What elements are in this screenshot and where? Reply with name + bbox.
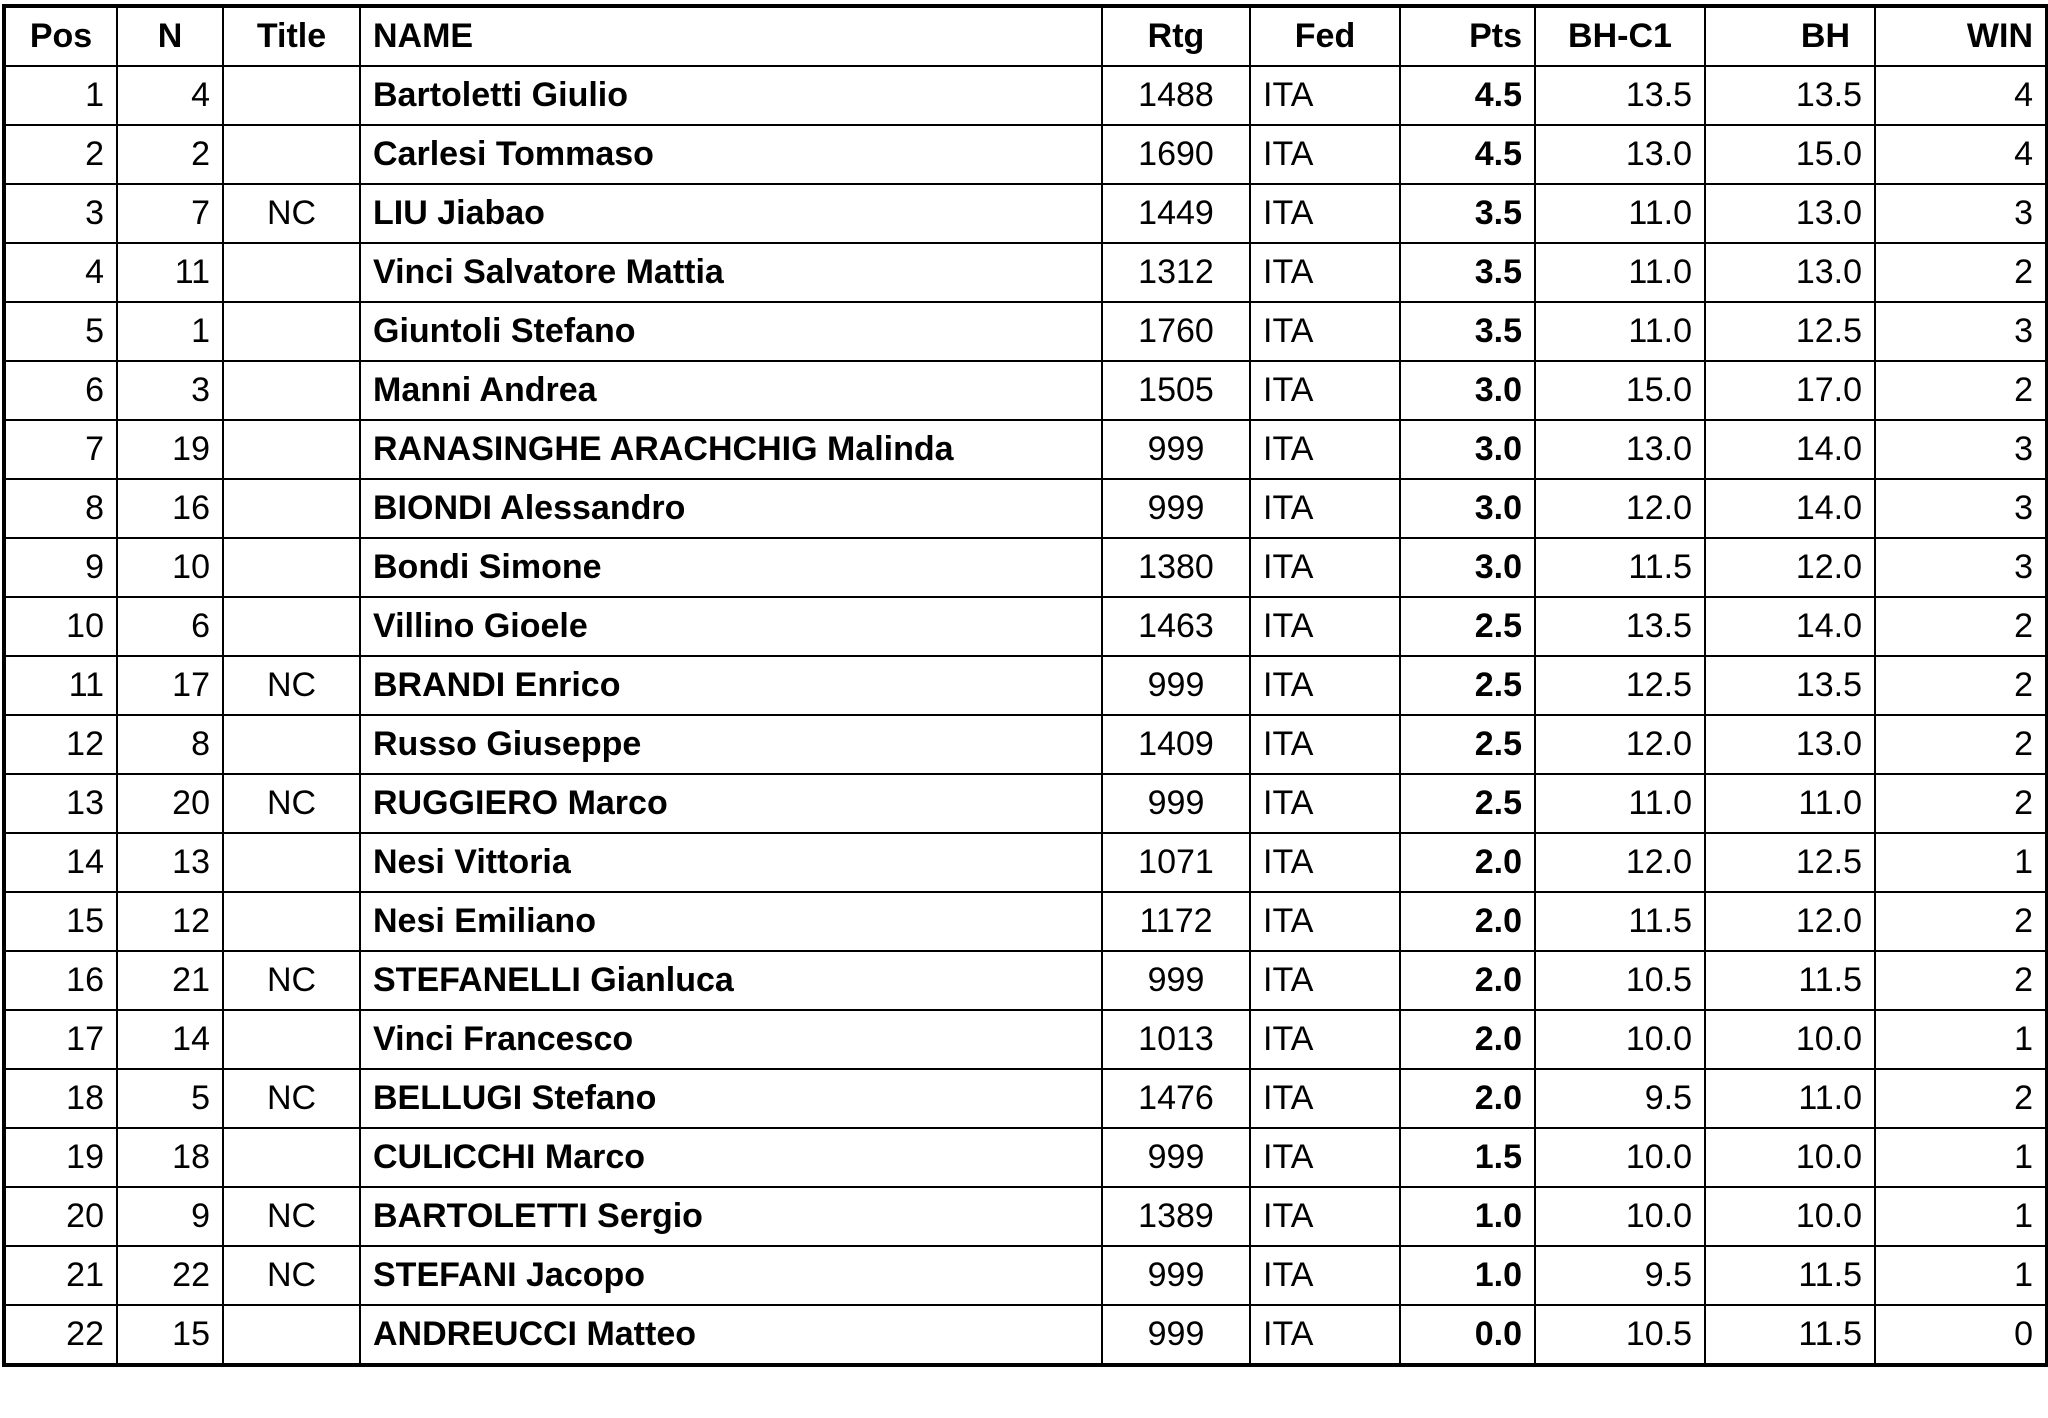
col-header-pos: Pos — [4, 6, 117, 66]
cell-pts: 3.5 — [1400, 184, 1535, 243]
cell-pos: 14 — [4, 833, 117, 892]
cell-rtg: 999 — [1102, 1305, 1250, 1365]
cell-pts: 2.5 — [1400, 597, 1535, 656]
cell-bh: 11.0 — [1705, 774, 1875, 833]
cell-win: 2 — [1875, 656, 2047, 715]
cell-n: 13 — [117, 833, 223, 892]
cell-title — [223, 243, 360, 302]
cell-title: NC — [223, 774, 360, 833]
cell-pts: 2.0 — [1400, 1010, 1535, 1069]
cell-name: Vinci Francesco — [360, 1010, 1102, 1069]
cell-rtg: 999 — [1102, 420, 1250, 479]
cell-name: Bondi Simone — [360, 538, 1102, 597]
cell-n: 4 — [117, 66, 223, 125]
cell-n: 9 — [117, 1187, 223, 1246]
table-row — [4, 774, 2047, 833]
cell-fed: ITA — [1250, 892, 1400, 951]
cell-fed: ITA — [1250, 833, 1400, 892]
cell-title: NC — [223, 1246, 360, 1305]
cell-n: 2 — [117, 125, 223, 184]
cell-pos: 10 — [4, 597, 117, 656]
cell-win: 1 — [1875, 833, 2047, 892]
cell-win: 1 — [1875, 1010, 2047, 1069]
col-header-title: Title — [223, 6, 360, 66]
table-row — [4, 833, 2047, 892]
table-row — [4, 66, 2047, 125]
cell-rtg: 1505 — [1102, 361, 1250, 420]
cell-bh-c1: 12.0 — [1535, 833, 1705, 892]
standings-table — [2, 4, 2048, 1367]
col-header-bh-c1: BH-C1 — [1535, 6, 1705, 66]
cell-win: 2 — [1875, 892, 2047, 951]
table-row — [4, 361, 2047, 420]
cell-name: Giuntoli Stefano — [360, 302, 1102, 361]
cell-fed: ITA — [1250, 538, 1400, 597]
cell-title — [223, 715, 360, 774]
cell-title — [223, 361, 360, 420]
cell-bh: 13.0 — [1705, 715, 1875, 774]
cell-rtg: 999 — [1102, 1246, 1250, 1305]
cell-fed: ITA — [1250, 243, 1400, 302]
cell-pts: 3.5 — [1400, 243, 1535, 302]
table-row — [4, 1128, 2047, 1187]
cell-win: 2 — [1875, 243, 2047, 302]
cell-pos: 6 — [4, 361, 117, 420]
cell-win: 2 — [1875, 774, 2047, 833]
cell-pts: 1.0 — [1400, 1187, 1535, 1246]
cell-rtg: 1380 — [1102, 538, 1250, 597]
cell-rtg: 1172 — [1102, 892, 1250, 951]
cell-bh-c1: 10.5 — [1535, 951, 1705, 1010]
cell-title — [223, 1128, 360, 1187]
cell-bh-c1: 13.0 — [1535, 125, 1705, 184]
cell-n: 18 — [117, 1128, 223, 1187]
cell-pts: 3.0 — [1400, 420, 1535, 479]
cell-fed: ITA — [1250, 951, 1400, 1010]
cell-bh-c1: 10.0 — [1535, 1187, 1705, 1246]
cell-pts: 4.5 — [1400, 125, 1535, 184]
cell-n: 12 — [117, 892, 223, 951]
cell-pos: 12 — [4, 715, 117, 774]
cell-rtg: 1071 — [1102, 833, 1250, 892]
cell-n: 14 — [117, 1010, 223, 1069]
cell-pts: 1.0 — [1400, 1246, 1535, 1305]
cell-bh-c1: 13.5 — [1535, 597, 1705, 656]
cell-bh: 11.5 — [1705, 951, 1875, 1010]
cell-bh: 13.5 — [1705, 656, 1875, 715]
cell-n: 11 — [117, 243, 223, 302]
cell-n: 20 — [117, 774, 223, 833]
cell-bh-c1: 13.0 — [1535, 420, 1705, 479]
cell-pos: 2 — [4, 125, 117, 184]
cell-name: BARTOLETTI Sergio — [360, 1187, 1102, 1246]
cell-fed: ITA — [1250, 1187, 1400, 1246]
cell-title — [223, 1305, 360, 1365]
cell-pos: 8 — [4, 479, 117, 538]
cell-pts: 3.0 — [1400, 361, 1535, 420]
col-header-pts: Pts — [1400, 6, 1535, 66]
table-row — [4, 479, 2047, 538]
cell-win: 3 — [1875, 302, 2047, 361]
cell-win: 3 — [1875, 479, 2047, 538]
table-row — [4, 302, 2047, 361]
cell-win: 0 — [1875, 1305, 2047, 1365]
cell-bh: 11.5 — [1705, 1305, 1875, 1365]
cell-rtg: 1760 — [1102, 302, 1250, 361]
cell-name: BELLUGI Stefano — [360, 1069, 1102, 1128]
cell-pos: 3 — [4, 184, 117, 243]
cell-bh-c1: 12.0 — [1535, 715, 1705, 774]
cell-fed: ITA — [1250, 66, 1400, 125]
cell-n: 6 — [117, 597, 223, 656]
table-row — [4, 951, 2047, 1010]
cell-bh: 12.5 — [1705, 302, 1875, 361]
cell-n: 21 — [117, 951, 223, 1010]
cell-pos: 4 — [4, 243, 117, 302]
cell-title — [223, 1010, 360, 1069]
cell-bh: 13.5 — [1705, 66, 1875, 125]
cell-bh: 14.0 — [1705, 597, 1875, 656]
cell-bh: 12.5 — [1705, 833, 1875, 892]
cell-rtg: 999 — [1102, 656, 1250, 715]
cell-fed: ITA — [1250, 420, 1400, 479]
cell-win: 4 — [1875, 125, 2047, 184]
cell-fed: ITA — [1250, 184, 1400, 243]
cell-bh-c1: 10.5 — [1535, 1305, 1705, 1365]
table-row — [4, 892, 2047, 951]
table-row — [4, 184, 2047, 243]
cell-pos: 18 — [4, 1069, 117, 1128]
cell-bh: 14.0 — [1705, 420, 1875, 479]
col-header-rtg: Rtg — [1102, 6, 1250, 66]
col-header-bh: BH — [1705, 6, 1875, 66]
cell-bh: 11.5 — [1705, 1246, 1875, 1305]
cell-title: NC — [223, 1069, 360, 1128]
table-row — [4, 715, 2047, 774]
cell-name: BIONDI Alessandro — [360, 479, 1102, 538]
cell-pos: 13 — [4, 774, 117, 833]
cell-rtg: 1488 — [1102, 66, 1250, 125]
col-header-n: N — [117, 6, 223, 66]
cell-rtg: 999 — [1102, 1128, 1250, 1187]
cell-fed: ITA — [1250, 302, 1400, 361]
cell-name: Russo Giuseppe — [360, 715, 1102, 774]
cell-bh-c1: 11.0 — [1535, 302, 1705, 361]
cell-win: 2 — [1875, 715, 2047, 774]
table-row — [4, 125, 2047, 184]
cell-pts: 3.5 — [1400, 302, 1535, 361]
cell-fed: ITA — [1250, 656, 1400, 715]
cell-win: 3 — [1875, 420, 2047, 479]
cell-n: 8 — [117, 715, 223, 774]
cell-bh-c1: 12.5 — [1535, 656, 1705, 715]
table-row — [4, 243, 2047, 302]
cell-pts: 1.5 — [1400, 1128, 1535, 1187]
cell-name: Villino Gioele — [360, 597, 1102, 656]
table-row — [4, 420, 2047, 479]
cell-rtg: 1690 — [1102, 125, 1250, 184]
cell-pts: 2.5 — [1400, 656, 1535, 715]
cell-fed: ITA — [1250, 1305, 1400, 1365]
cell-rtg: 999 — [1102, 951, 1250, 1010]
cell-bh-c1: 15.0 — [1535, 361, 1705, 420]
cell-win: 1 — [1875, 1187, 2047, 1246]
cell-rtg: 1409 — [1102, 715, 1250, 774]
cell-title — [223, 302, 360, 361]
cell-pos: 19 — [4, 1128, 117, 1187]
cell-title — [223, 892, 360, 951]
cell-name: Vinci Salvatore Mattia — [360, 243, 1102, 302]
table-row — [4, 1069, 2047, 1128]
cell-rtg: 1476 — [1102, 1069, 1250, 1128]
cell-win: 2 — [1875, 597, 2047, 656]
cell-pts: 3.0 — [1400, 538, 1535, 597]
cell-win: 1 — [1875, 1128, 2047, 1187]
cell-pts: 2.0 — [1400, 951, 1535, 1010]
cell-bh-c1: 10.0 — [1535, 1010, 1705, 1069]
cell-pts: 2.5 — [1400, 715, 1535, 774]
cell-name: Bartoletti Giulio — [360, 66, 1102, 125]
cell-name: ANDREUCCI Matteo — [360, 1305, 1102, 1365]
cell-n: 17 — [117, 656, 223, 715]
cell-bh-c1: 11.5 — [1535, 538, 1705, 597]
cell-n: 3 — [117, 361, 223, 420]
cell-fed: ITA — [1250, 1128, 1400, 1187]
cell-rtg: 1463 — [1102, 597, 1250, 656]
cell-fed: ITA — [1250, 1069, 1400, 1128]
cell-n: 15 — [117, 1305, 223, 1365]
cell-pts: 2.0 — [1400, 833, 1535, 892]
cell-name: RANASINGHE ARACHCHIG Malinda — [360, 420, 1102, 479]
cell-rtg: 1449 — [1102, 184, 1250, 243]
cell-win: 3 — [1875, 184, 2047, 243]
cell-bh: 12.0 — [1705, 538, 1875, 597]
cell-fed: ITA — [1250, 125, 1400, 184]
cell-fed: ITA — [1250, 715, 1400, 774]
cell-bh-c1: 9.5 — [1535, 1246, 1705, 1305]
cell-n: 19 — [117, 420, 223, 479]
cell-title — [223, 420, 360, 479]
cell-bh-c1: 11.0 — [1535, 184, 1705, 243]
cell-bh: 17.0 — [1705, 361, 1875, 420]
cell-name: Nesi Vittoria — [360, 833, 1102, 892]
cell-win: 4 — [1875, 66, 2047, 125]
cell-bh: 10.0 — [1705, 1128, 1875, 1187]
cell-fed: ITA — [1250, 479, 1400, 538]
cell-pos: 9 — [4, 538, 117, 597]
cell-n: 10 — [117, 538, 223, 597]
cell-name: STEFANELLI Gianluca — [360, 951, 1102, 1010]
cell-pts: 0.0 — [1400, 1305, 1535, 1365]
cell-fed: ITA — [1250, 1010, 1400, 1069]
cell-title: NC — [223, 951, 360, 1010]
table-row — [4, 597, 2047, 656]
table-row — [4, 1246, 2047, 1305]
cell-rtg: 999 — [1102, 774, 1250, 833]
standings-body — [4, 66, 2047, 1365]
cell-rtg: 1389 — [1102, 1187, 1250, 1246]
cell-pos: 22 — [4, 1305, 117, 1365]
cell-title — [223, 66, 360, 125]
cell-bh-c1: 9.5 — [1535, 1069, 1705, 1128]
cell-n: 22 — [117, 1246, 223, 1305]
cell-pos: 20 — [4, 1187, 117, 1246]
cell-bh-c1: 10.0 — [1535, 1128, 1705, 1187]
cell-pos: 16 — [4, 951, 117, 1010]
table-row — [4, 1305, 2047, 1365]
cell-rtg: 1013 — [1102, 1010, 1250, 1069]
cell-title: NC — [223, 1187, 360, 1246]
cell-bh-c1: 11.0 — [1535, 774, 1705, 833]
cell-name: Nesi Emiliano — [360, 892, 1102, 951]
cell-bh: 13.0 — [1705, 184, 1875, 243]
cell-pos: 17 — [4, 1010, 117, 1069]
cell-pos: 21 — [4, 1246, 117, 1305]
col-header-name: NAME — [360, 6, 1102, 66]
header-row — [4, 6, 2047, 66]
cell-bh: 12.0 — [1705, 892, 1875, 951]
cell-fed: ITA — [1250, 361, 1400, 420]
cell-name: CULICCHI Marco — [360, 1128, 1102, 1187]
cell-title: NC — [223, 656, 360, 715]
cell-pos: 7 — [4, 420, 117, 479]
cell-title — [223, 479, 360, 538]
cell-title — [223, 597, 360, 656]
table-row — [4, 656, 2047, 715]
cell-win: 1 — [1875, 1246, 2047, 1305]
cell-bh: 15.0 — [1705, 125, 1875, 184]
cell-rtg: 1312 — [1102, 243, 1250, 302]
cell-win: 3 — [1875, 538, 2047, 597]
cell-fed: ITA — [1250, 597, 1400, 656]
cell-n: 5 — [117, 1069, 223, 1128]
cell-bh: 13.0 — [1705, 243, 1875, 302]
cell-pos: 11 — [4, 656, 117, 715]
col-header-win: WIN — [1875, 6, 2047, 66]
cell-bh: 10.0 — [1705, 1187, 1875, 1246]
cell-name: RUGGIERO Marco — [360, 774, 1102, 833]
cell-pts: 2.0 — [1400, 1069, 1535, 1128]
cell-title: NC — [223, 184, 360, 243]
cell-name: Manni Andrea — [360, 361, 1102, 420]
cell-fed: ITA — [1250, 774, 1400, 833]
cell-pts: 3.0 — [1400, 479, 1535, 538]
cell-win: 2 — [1875, 1069, 2047, 1128]
cell-win: 2 — [1875, 361, 2047, 420]
cell-bh-c1: 11.5 — [1535, 892, 1705, 951]
cell-pts: 2.0 — [1400, 892, 1535, 951]
table-row — [4, 538, 2047, 597]
cell-bh-c1: 12.0 — [1535, 479, 1705, 538]
cell-title — [223, 538, 360, 597]
cell-pts: 4.5 — [1400, 66, 1535, 125]
cell-name: Carlesi Tommaso — [360, 125, 1102, 184]
cell-n: 16 — [117, 479, 223, 538]
cell-bh-c1: 13.5 — [1535, 66, 1705, 125]
cell-title — [223, 125, 360, 184]
cell-win: 2 — [1875, 951, 2047, 1010]
cell-n: 1 — [117, 302, 223, 361]
table-row — [4, 1187, 2047, 1246]
cell-pos: 1 — [4, 66, 117, 125]
cell-name: BRANDI Enrico — [360, 656, 1102, 715]
cell-pos: 15 — [4, 892, 117, 951]
cell-bh: 10.0 — [1705, 1010, 1875, 1069]
cell-name: STEFANI Jacopo — [360, 1246, 1102, 1305]
cell-title — [223, 833, 360, 892]
table-row — [4, 1010, 2047, 1069]
cell-n: 7 — [117, 184, 223, 243]
cell-pos: 5 — [4, 302, 117, 361]
cell-fed: ITA — [1250, 1246, 1400, 1305]
standings-table-container — [2, 4, 2048, 1367]
col-header-fed: Fed — [1250, 6, 1400, 66]
cell-bh: 14.0 — [1705, 479, 1875, 538]
cell-rtg: 999 — [1102, 479, 1250, 538]
cell-name: LIU Jiabao — [360, 184, 1102, 243]
cell-bh-c1: 11.0 — [1535, 243, 1705, 302]
cell-bh: 11.0 — [1705, 1069, 1875, 1128]
cell-pts: 2.5 — [1400, 774, 1535, 833]
